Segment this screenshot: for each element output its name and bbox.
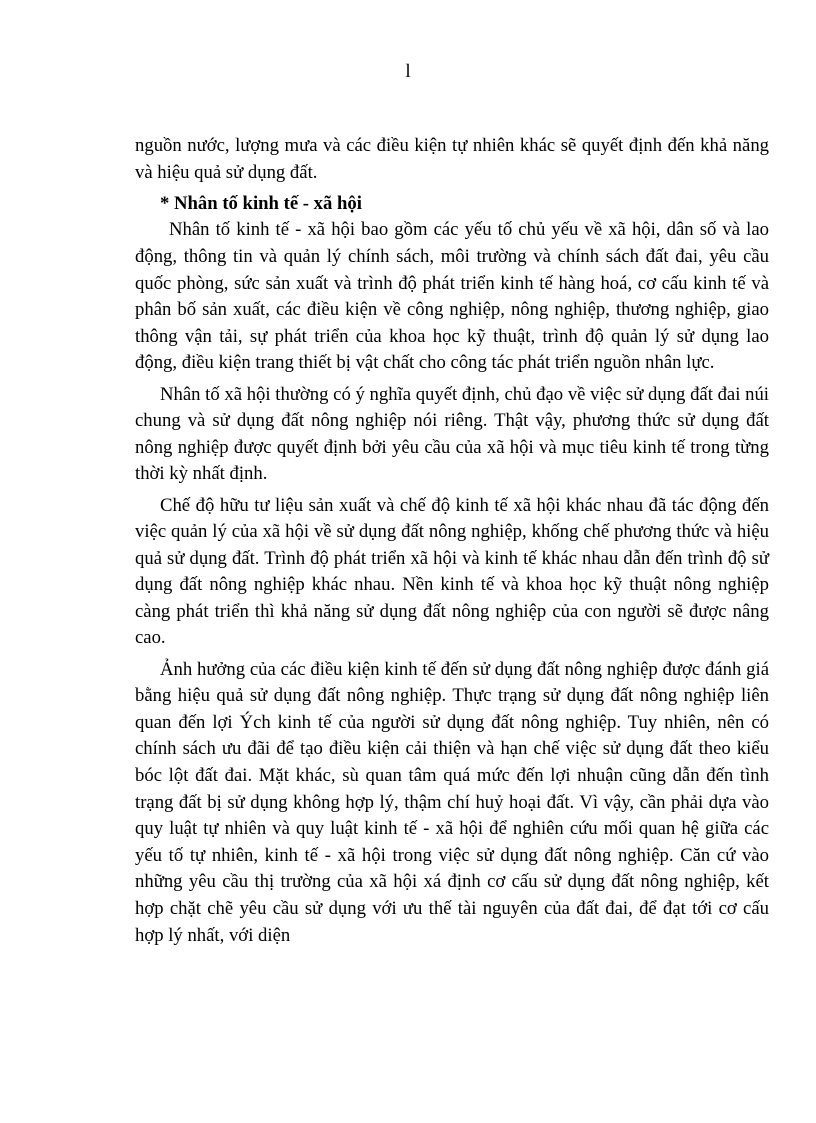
page-number: l [405, 61, 411, 82]
paragraph: Nhân tố kinh tế - xã hội bao gồm các yếu tố chủ yếu về xã hội, dân số và lao động, thông tin và quản lý chính sách, môi trường và chính sách đất đai, yêu cầu quốc phòng, sức sản xuất và trình độ phát triển kinh tế hàng hoá, cơ cấu kinh tế và phân bố sản xuất, các điều kiện về công nghiệp, nông nghiệp, thương nghiệp, giao thông vận tải, sự phát triển của khoa học kỹ thuật, trình độ quản lý sử dụng lao động, điều kiện trang thiết bị vật chất cho công tác phát triển nguồn nhân lực. [135, 219, 769, 374]
body-text [135, 133, 769, 954]
paragraph-continued: nguồn nước, lượng mưa và các điều kiện tự nhiên khác sẽ quyết định đến khả năng và hiệu quả sử dụng đất. [135, 135, 769, 183]
paragraph: Nhân tố xã hội thường có ý nghĩa quyết định, chủ đạo về việc sử dụng đất đai núi chung và sử dụng đất nông nghiệp nói riêng. Thật vậy, phương thức sử dụng đất nông nghiệp được quyết định bởi yêu cầu của xã hội và mục tiêu kinh tế trong từng thời kỳ nhất định. [135, 383, 769, 485]
paragraph: Ảnh hưởng của các điều kiện kinh tế đến sử dụng đất nông nghiệp được đánh giá bằng hiệu quả sử dụng đất nông nghiệp. Thực trạng sử dụng đất nông nghiệp liên quan đến lợi Ých kinh tế của người sử dụng đất nông nghiệp. Tuy nhiên, nên có chính sách ưu đãi để tạo điều kiện cải thiện và hạn chế việc sử dụng đất theo kiểu bóc lột đất đai. Mặt khác, sù quan tâm quá mức đến lợi nhuận cũng dẫn đến tình trạng đất bị sử dụng không hợp lý, thậm chí huỷ hoại đất. Vì vậy, cần phải dựa vào quy luật tự nhiên và quy luật kinh tế - xã hội để nghiên cứu mối quan hệ giữa các yếu tố tự nhiên, kinh tế - xã hội trong việc sử dụng đất nông nghiệp. Căn cứ vào những yêu cầu thị trường của xã hội xá định cơ cấu sử dụng đất nông nghiệp, kết hợp chặt chẽ yêu cầu sử dụng với ưu thế tài nguyên của đất đai, để đạt tới cơ cấu hợp lý nhất, với diện [135, 658, 769, 946]
section-heading: * Nhân tố kinh tế - xã hội [160, 192, 362, 214]
paragraph: Chế độ hữu tư liệu sản xuất và chế độ kinh tế xã hội khác nhau đã tác động đến việc quản lý của xã hội về sử dụng đất nông nghiệp, khống chế phương thức và hiệu quả sử dụng đất. Trình độ phát triển xã hội và kinh tế khác nhau dẫn đến trình độ sử dụng đất nông nghiệp khác nhau. Nền kinh tế và khoa học kỹ thuật nông nghiệp càng phát triển thì khả năng sử dụng đất nông nghiệp của con người sẽ được nâng cao. [135, 494, 769, 649]
